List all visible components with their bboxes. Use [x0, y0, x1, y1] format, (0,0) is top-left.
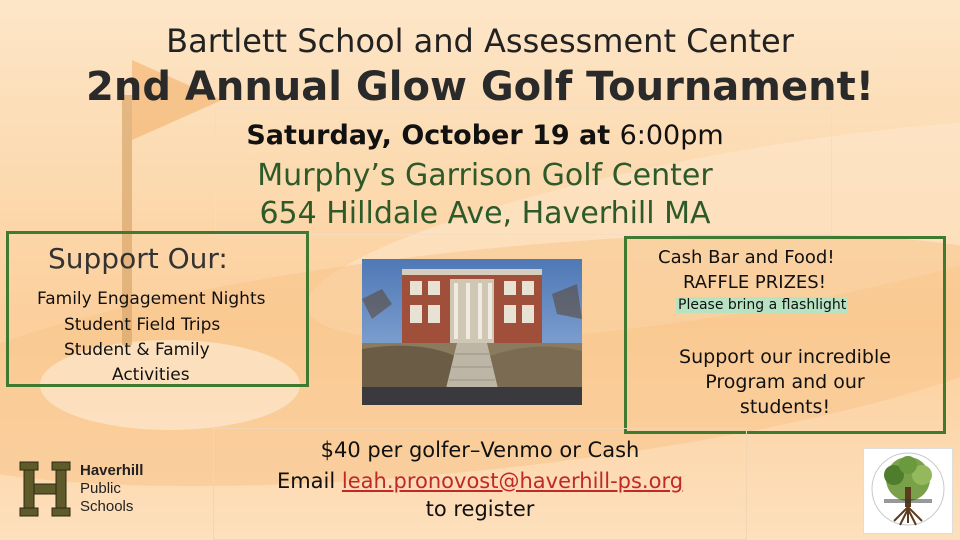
support-item: Family Engagement Nights	[37, 289, 266, 309]
school-building-icon	[362, 259, 582, 405]
event-title: 2nd Annual Glow Golf Tournament!	[86, 64, 874, 110]
price-text: $40 per golfer–Venmo or Cash	[320, 438, 640, 462]
flashlight-note: Please bring a flashlight	[678, 297, 847, 313]
logo-line: Haverhill	[80, 462, 144, 479]
cash-bar-text: Cash Bar and Food!	[658, 247, 835, 268]
support-program-line: Support our incredible	[679, 346, 891, 368]
email-prefix: Email	[276, 469, 342, 493]
support-program-line: Program and our	[705, 371, 865, 393]
tree-icon	[864, 449, 952, 533]
logo-line: Schools	[80, 498, 134, 515]
event-address: 654 Hilldale Ave, Haverhill MA	[259, 196, 711, 231]
raffle-text: RAFFLE PRIZES!	[683, 272, 826, 293]
email-line	[213, 469, 747, 493]
logo-line: Public	[80, 480, 121, 497]
event-time: 6:00pm	[619, 120, 724, 151]
support-program-text	[630, 345, 940, 420]
school-name: Bartlett School and Assessment Center	[166, 22, 794, 60]
support-item: Student & Family	[64, 340, 210, 360]
school-building-photo	[362, 259, 582, 405]
support-program-line: students!	[739, 396, 831, 418]
event-venue: Murphy’s Garrison Golf Center	[257, 158, 713, 193]
support-title: Support Our:	[48, 242, 228, 275]
register-text: to register	[425, 497, 535, 521]
event-date	[215, 120, 755, 151]
email-link[interactable]: leah.pronovost@haverhill-ps.org	[341, 469, 684, 493]
support-item: Student Field Trips	[64, 315, 221, 335]
event-date-text: Saturday, October 19 at	[246, 120, 620, 151]
haverhill-h-logo-icon	[18, 460, 72, 518]
haverhill-schools-wordmark	[80, 462, 143, 516]
bartlett-tree-logo	[863, 448, 953, 534]
support-item: Activities	[112, 365, 190, 385]
